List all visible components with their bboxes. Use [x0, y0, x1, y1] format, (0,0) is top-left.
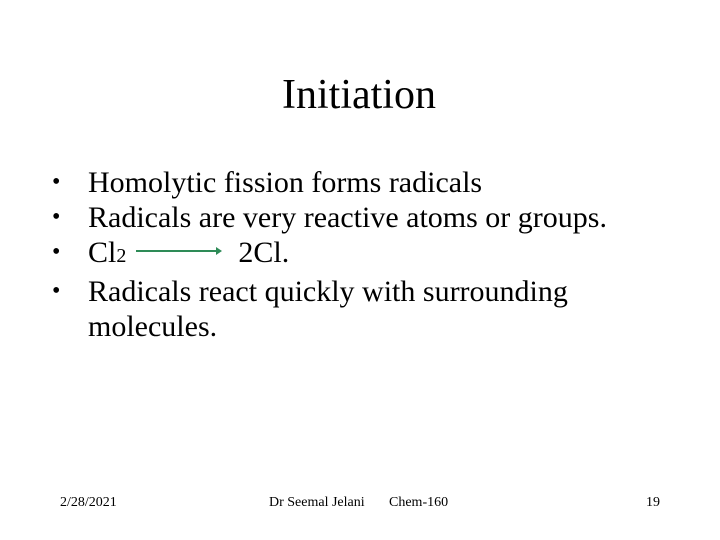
- footer-course: Chem-160: [389, 495, 449, 510]
- equation-product: 2Cl.: [238, 236, 290, 269]
- reaction-arrow-icon: [136, 250, 220, 252]
- bullet-marker: •: [52, 239, 61, 265]
- bullet-item-equation: [52, 235, 692, 274]
- bullet-item: [52, 200, 692, 235]
- bullet-marker: •: [52, 278, 61, 304]
- equation-reactant-subscript: 2: [116, 245, 127, 267]
- bullet-item: [52, 274, 692, 344]
- bullet-text: Radicals are very reactive atoms or groups.: [88, 201, 607, 234]
- footer-date: 2/28/2021: [60, 495, 117, 510]
- footer-author: Dr Seemal Jelani: [269, 495, 365, 510]
- bullet-list: [52, 165, 692, 344]
- footer-page-number: 19: [646, 495, 660, 510]
- equation-reactant: Cl: [88, 236, 117, 269]
- slide-title: Initiation: [282, 72, 436, 118]
- bullet-marker: •: [52, 169, 61, 195]
- bullet-marker: •: [52, 204, 61, 230]
- bullet-item: [52, 165, 692, 200]
- bullet-text: Homolytic fission forms radicals: [88, 166, 483, 199]
- bullet-text: Radicals react quickly with surrounding molecules.: [88, 275, 568, 343]
